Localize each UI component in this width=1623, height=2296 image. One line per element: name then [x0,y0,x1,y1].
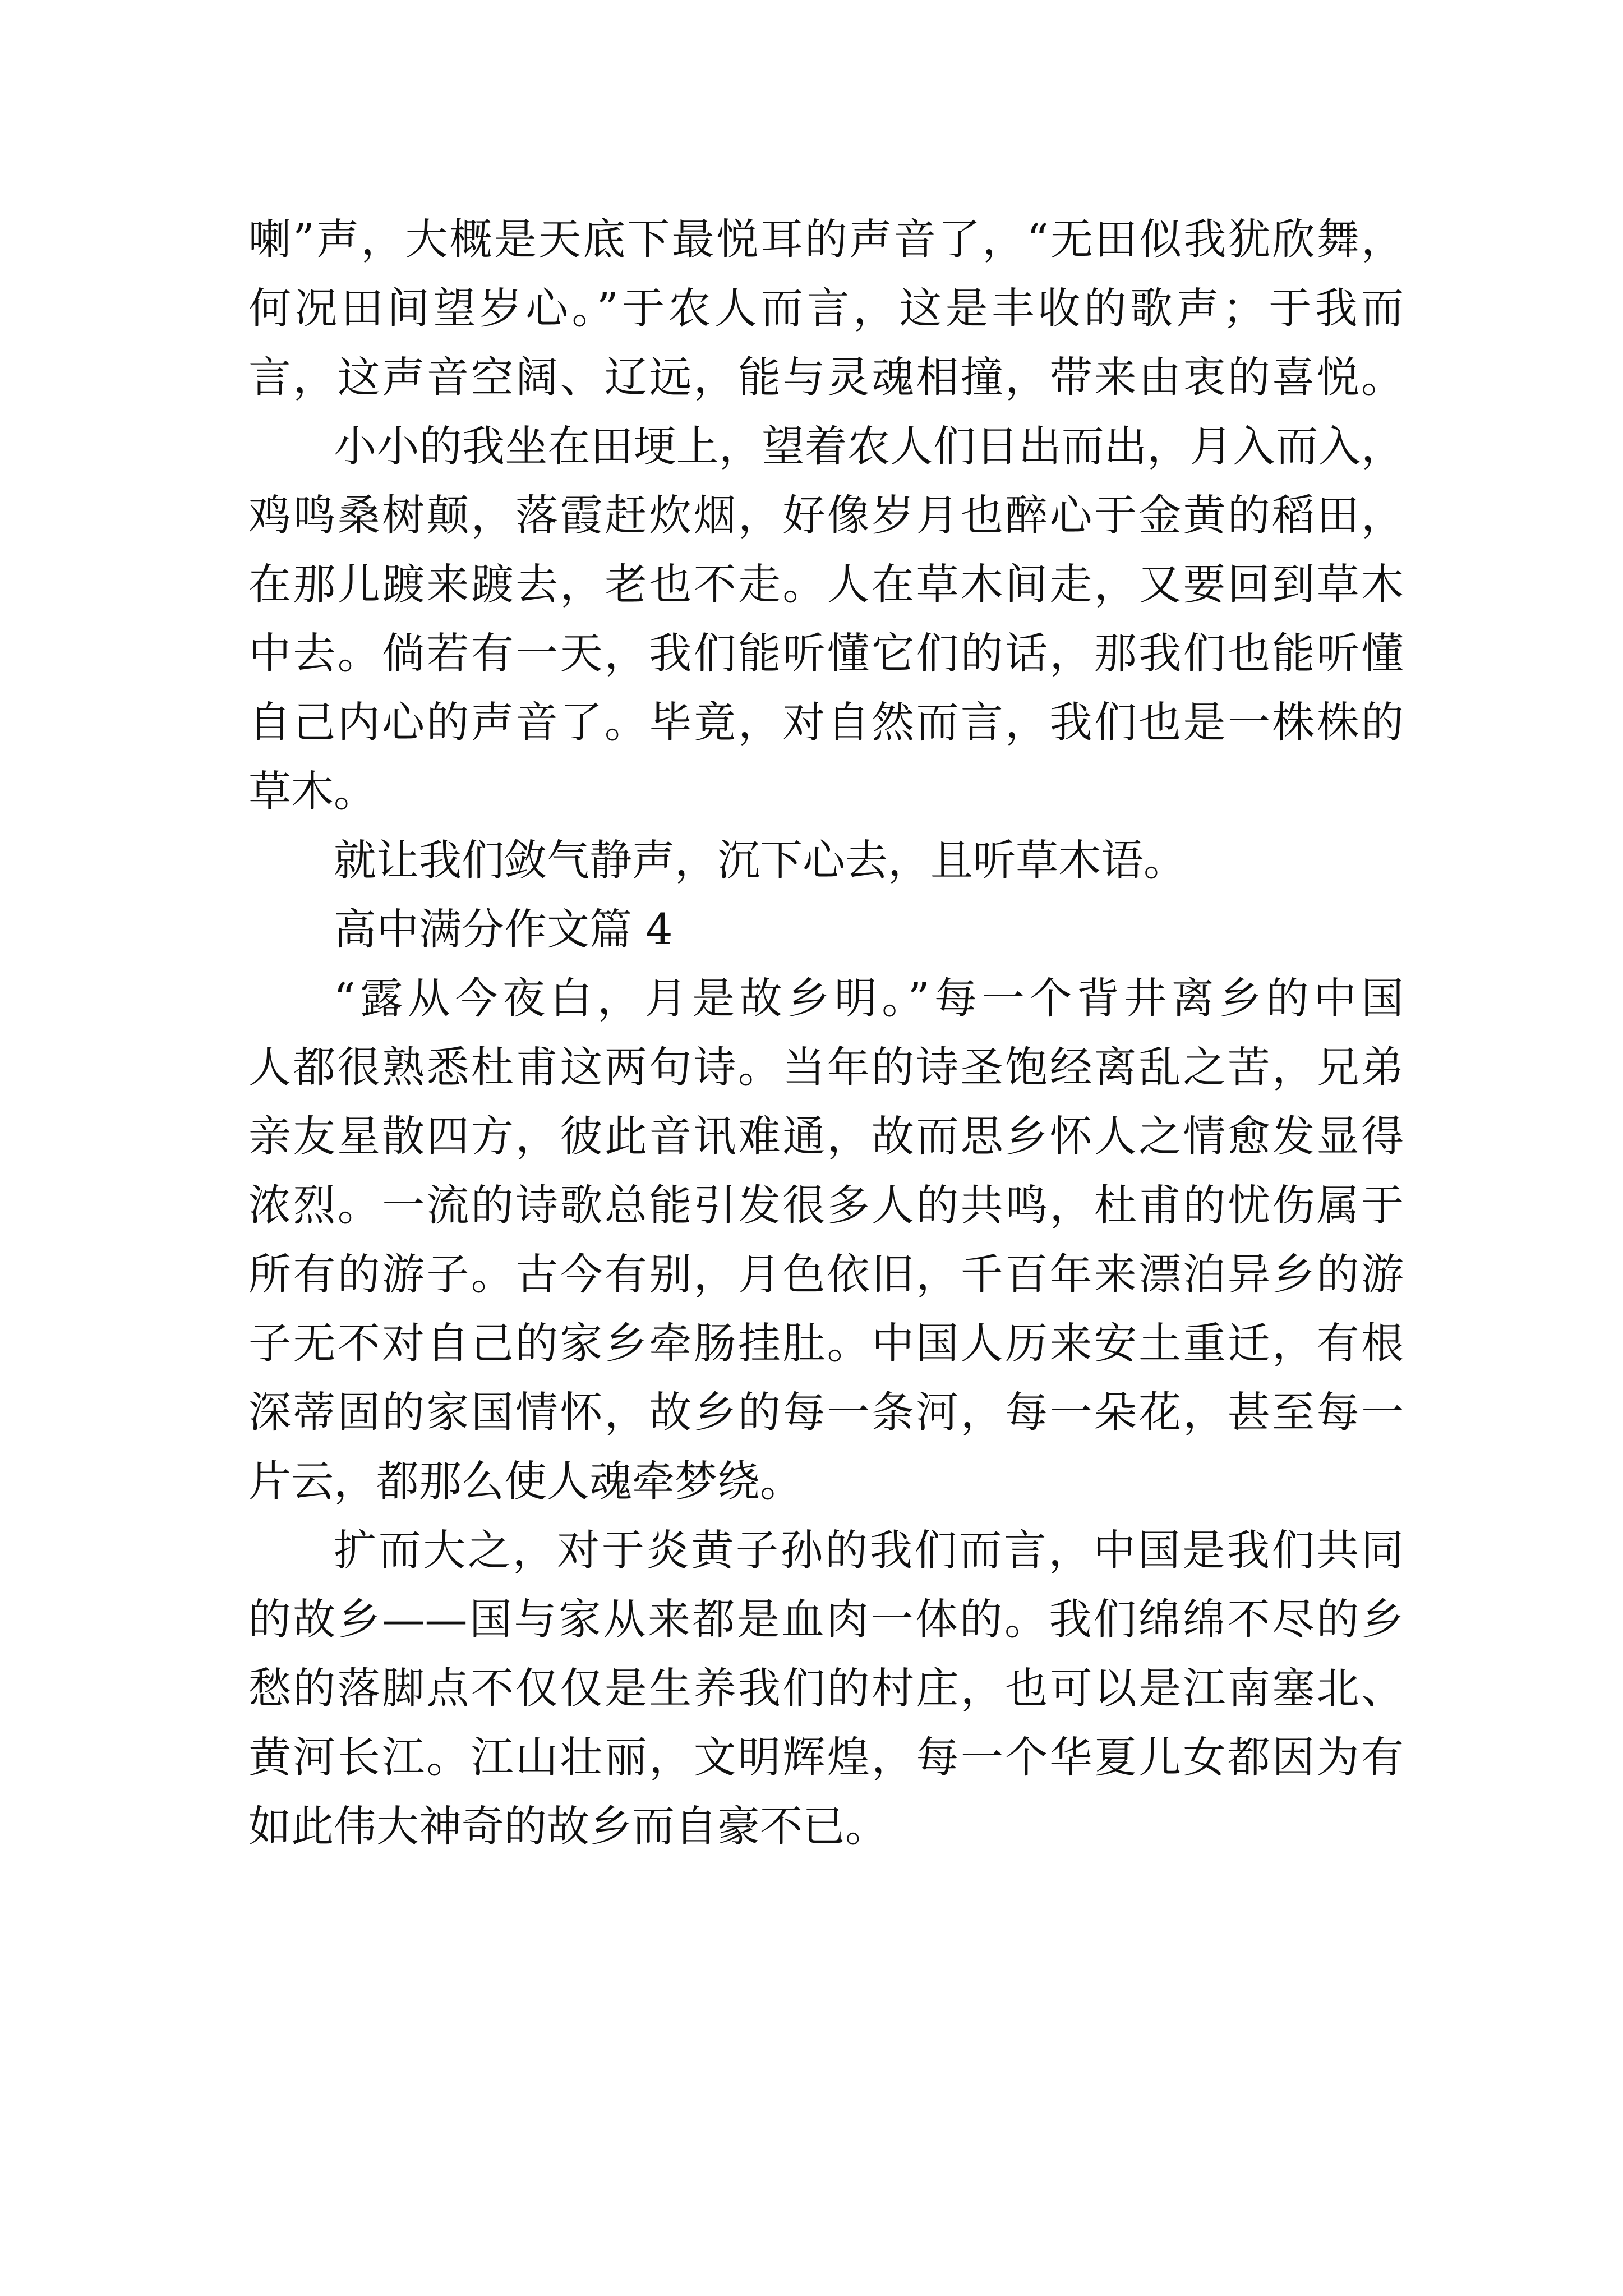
text-line: 深蒂固的家国情怀，故乡的每一条河，每一朵花，甚至每一 [248,1387,1404,1437]
text-line: 浓烈。一流的诗歌总能引发很多人的共鸣，杜甫的忧伤属于 [248,1180,1404,1230]
text-line: 扩而大之，对于炎黄子孙的我们而言，中国是我们共同 [334,1525,1404,1575]
text-line: 黄河长江。江山壮丽，文明辉煌，每一个华夏儿女都因为有 [248,1732,1404,1782]
text-line: 亲友星散四方，彼此音讯难通，故而思乡怀人之情愈发显得 [248,1111,1404,1161]
text-line: 所有的游子。古今有别，月色依旧，千百年来漂泊异乡的游 [248,1249,1404,1299]
section-heading: 高中满分作文篇 4 [334,904,673,954]
text-line: 在那儿踱来踱去，老也不走。人在草木间走，又要回到草木 [248,559,1404,609]
text-line: 自己内心的声音了。毕竟，对自然而言，我们也是一株株的 [248,697,1404,747]
text-line: 如此伟大神奇的故乡而自豪不已。 [248,1801,888,1851]
text-line: 小小的我坐在田埂上，望着农人们日出而出，月入而入， [334,421,1404,471]
text-line: 草木。 [248,766,376,816]
text-line: 喇”声，大概是天底下最悦耳的声音了，“无田似我犹欣舞， [248,214,1404,264]
text-line: 何况田间望岁心。”于农人而言，这是丰收的歌声；于我而 [248,283,1404,333]
document-body [248,205,1404,1861]
text-line: 片云，都那么使人魂牵梦绕。 [248,1456,803,1506]
text-line: 子无不对自己的家乡牵肠挂肚。中国人历来安土重迁，有根 [248,1318,1404,1368]
text-line: 愁的落脚点不仅仅是生养我们的村庄，也可以是江南塞北、 [248,1663,1404,1713]
text-line: 人都很熟悉杜甫这两句诗。当年的诗圣饱经离乱之苦，兄弟 [248,1042,1404,1092]
text-line: 鸡鸣桑树颠，落霞赶炊烟，好像岁月也醉心于金黄的稻田， [248,490,1404,540]
text-line: 的故乡——国与家从来都是血肉一体的。我们绵绵不尽的乡 [248,1594,1404,1644]
text-line: 中去。倘若有一天，我们能听懂它们的话，那我们也能听懂 [248,628,1404,678]
text-line: 言，这声音空阔、辽远，能与灵魂相撞，带来由衷的喜悦。 [248,352,1404,402]
text-line: 就让我们敛气静声，沉下心去，且听草木语。 [334,835,1186,885]
text-line: “露从今夜白，月是故乡明。”每一个背井离乡的中国 [334,973,1404,1023]
